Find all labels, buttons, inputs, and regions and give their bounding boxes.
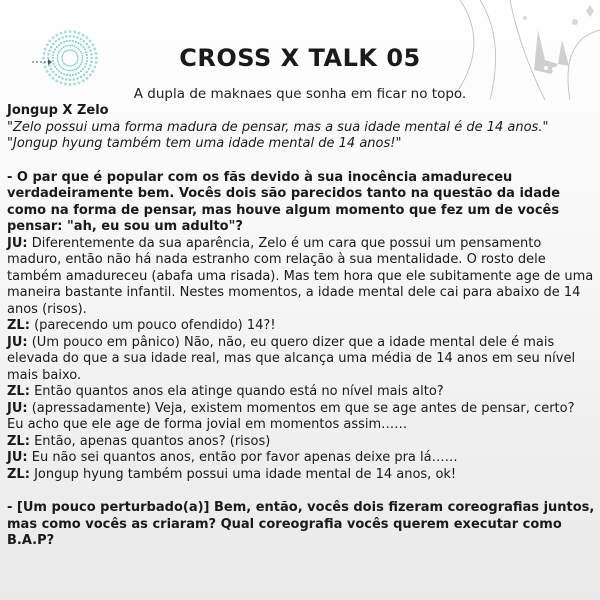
dialogue-line [7, 467, 595, 484]
page-title: CROSS X TALK 05 [179, 44, 421, 72]
speaker-label: ZL: [7, 433, 30, 449]
speaker-label: JU: [7, 334, 28, 350]
quote-line: "Jongup hyung também tem uma idade mental de 14 anos!" [7, 136, 402, 151]
dialogue-line [7, 401, 595, 434]
dialogue-line [7, 434, 595, 451]
pair-title: Jongup X Zelo [7, 103, 109, 118]
dialogue-text: Jongup hyung também possui uma idade mental de 14 anos, ok! [34, 466, 457, 482]
dialogue-line [7, 236, 595, 319]
speaker-label: ZL: [7, 466, 30, 482]
question-text: - O par que é popular com os fãs devido à sua inocência amadureceu verdadeiramente bem. Vocês dois são parecidos tanto na questão da idade como na forma de pensar, mas houve algum momento que fez um de vocês pensar: "ah, eu sou um adulto"? [7, 169, 561, 234]
dialogue-line [7, 384, 595, 401]
dialogue-text: (parecendo um pouco ofendido) 14?! [34, 318, 276, 333]
spacer [7, 483, 595, 500]
speaker-label: ZL: [7, 318, 30, 333]
speaker-label: JU: [7, 235, 28, 251]
speaker-label: ZL: [7, 384, 30, 399]
dialogue-text: (Um pouco em pânico) Não, não, eu quero dizer que a idade mental dele é mais elevada do que a sua idade real, mas que alcança uma média de 14 anos em seu nível mais baixo. [7, 334, 576, 383]
speaker-label: JU: [7, 400, 28, 416]
speaker-label: JU: [7, 450, 28, 465]
dialogue-line [7, 318, 595, 335]
dialogue-text: (apressadamente) Veja, existem momentos em que se age antes de pensar, certo? Eu acho que ele age de forma jovial em momentos assim…… [7, 400, 575, 432]
quote-line: "Zelo possui uma forma madura de pensar, mas a sua idade mental é de 14 anos." [7, 119, 549, 135]
article-body [7, 103, 595, 550]
dialogue-line [7, 335, 595, 385]
dialogue-text: Então, apenas quantos anos? (risos) [34, 433, 271, 449]
question-text: - [Um pouco perturbado(a)] Bem, então, vocês dois fizeram coreografias juntos, mas como vocês as criaram? Qual coreografia vocês querem executar como B.A.P? [7, 500, 595, 548]
dialogue-text: Diferentemente da sua aparência, Zelo é um cara que possui um pensamento maduro, então não há nada estranho com relação à sua mentalidade. O rosto dele também amadureceu (abafa uma risada). Mas tem hora que ele subitamente age de uma maneira bastante infantil. Nestes momentos, a idade mental dele cai para abaixo de 14 anos (risos). [7, 235, 594, 317]
dialogue-text: Eu não sei quantos anos, então por favor apenas deixe pra lá…… [31, 450, 458, 465]
spacer [7, 153, 595, 170]
page-subtitle: A dupla de maknaes que sonha em ficar no topo. [133, 86, 467, 102]
dialogue-line [7, 450, 595, 467]
dialogue-text: Então quantos anos ela atinge quando está no nível mais alto? [34, 384, 444, 399]
